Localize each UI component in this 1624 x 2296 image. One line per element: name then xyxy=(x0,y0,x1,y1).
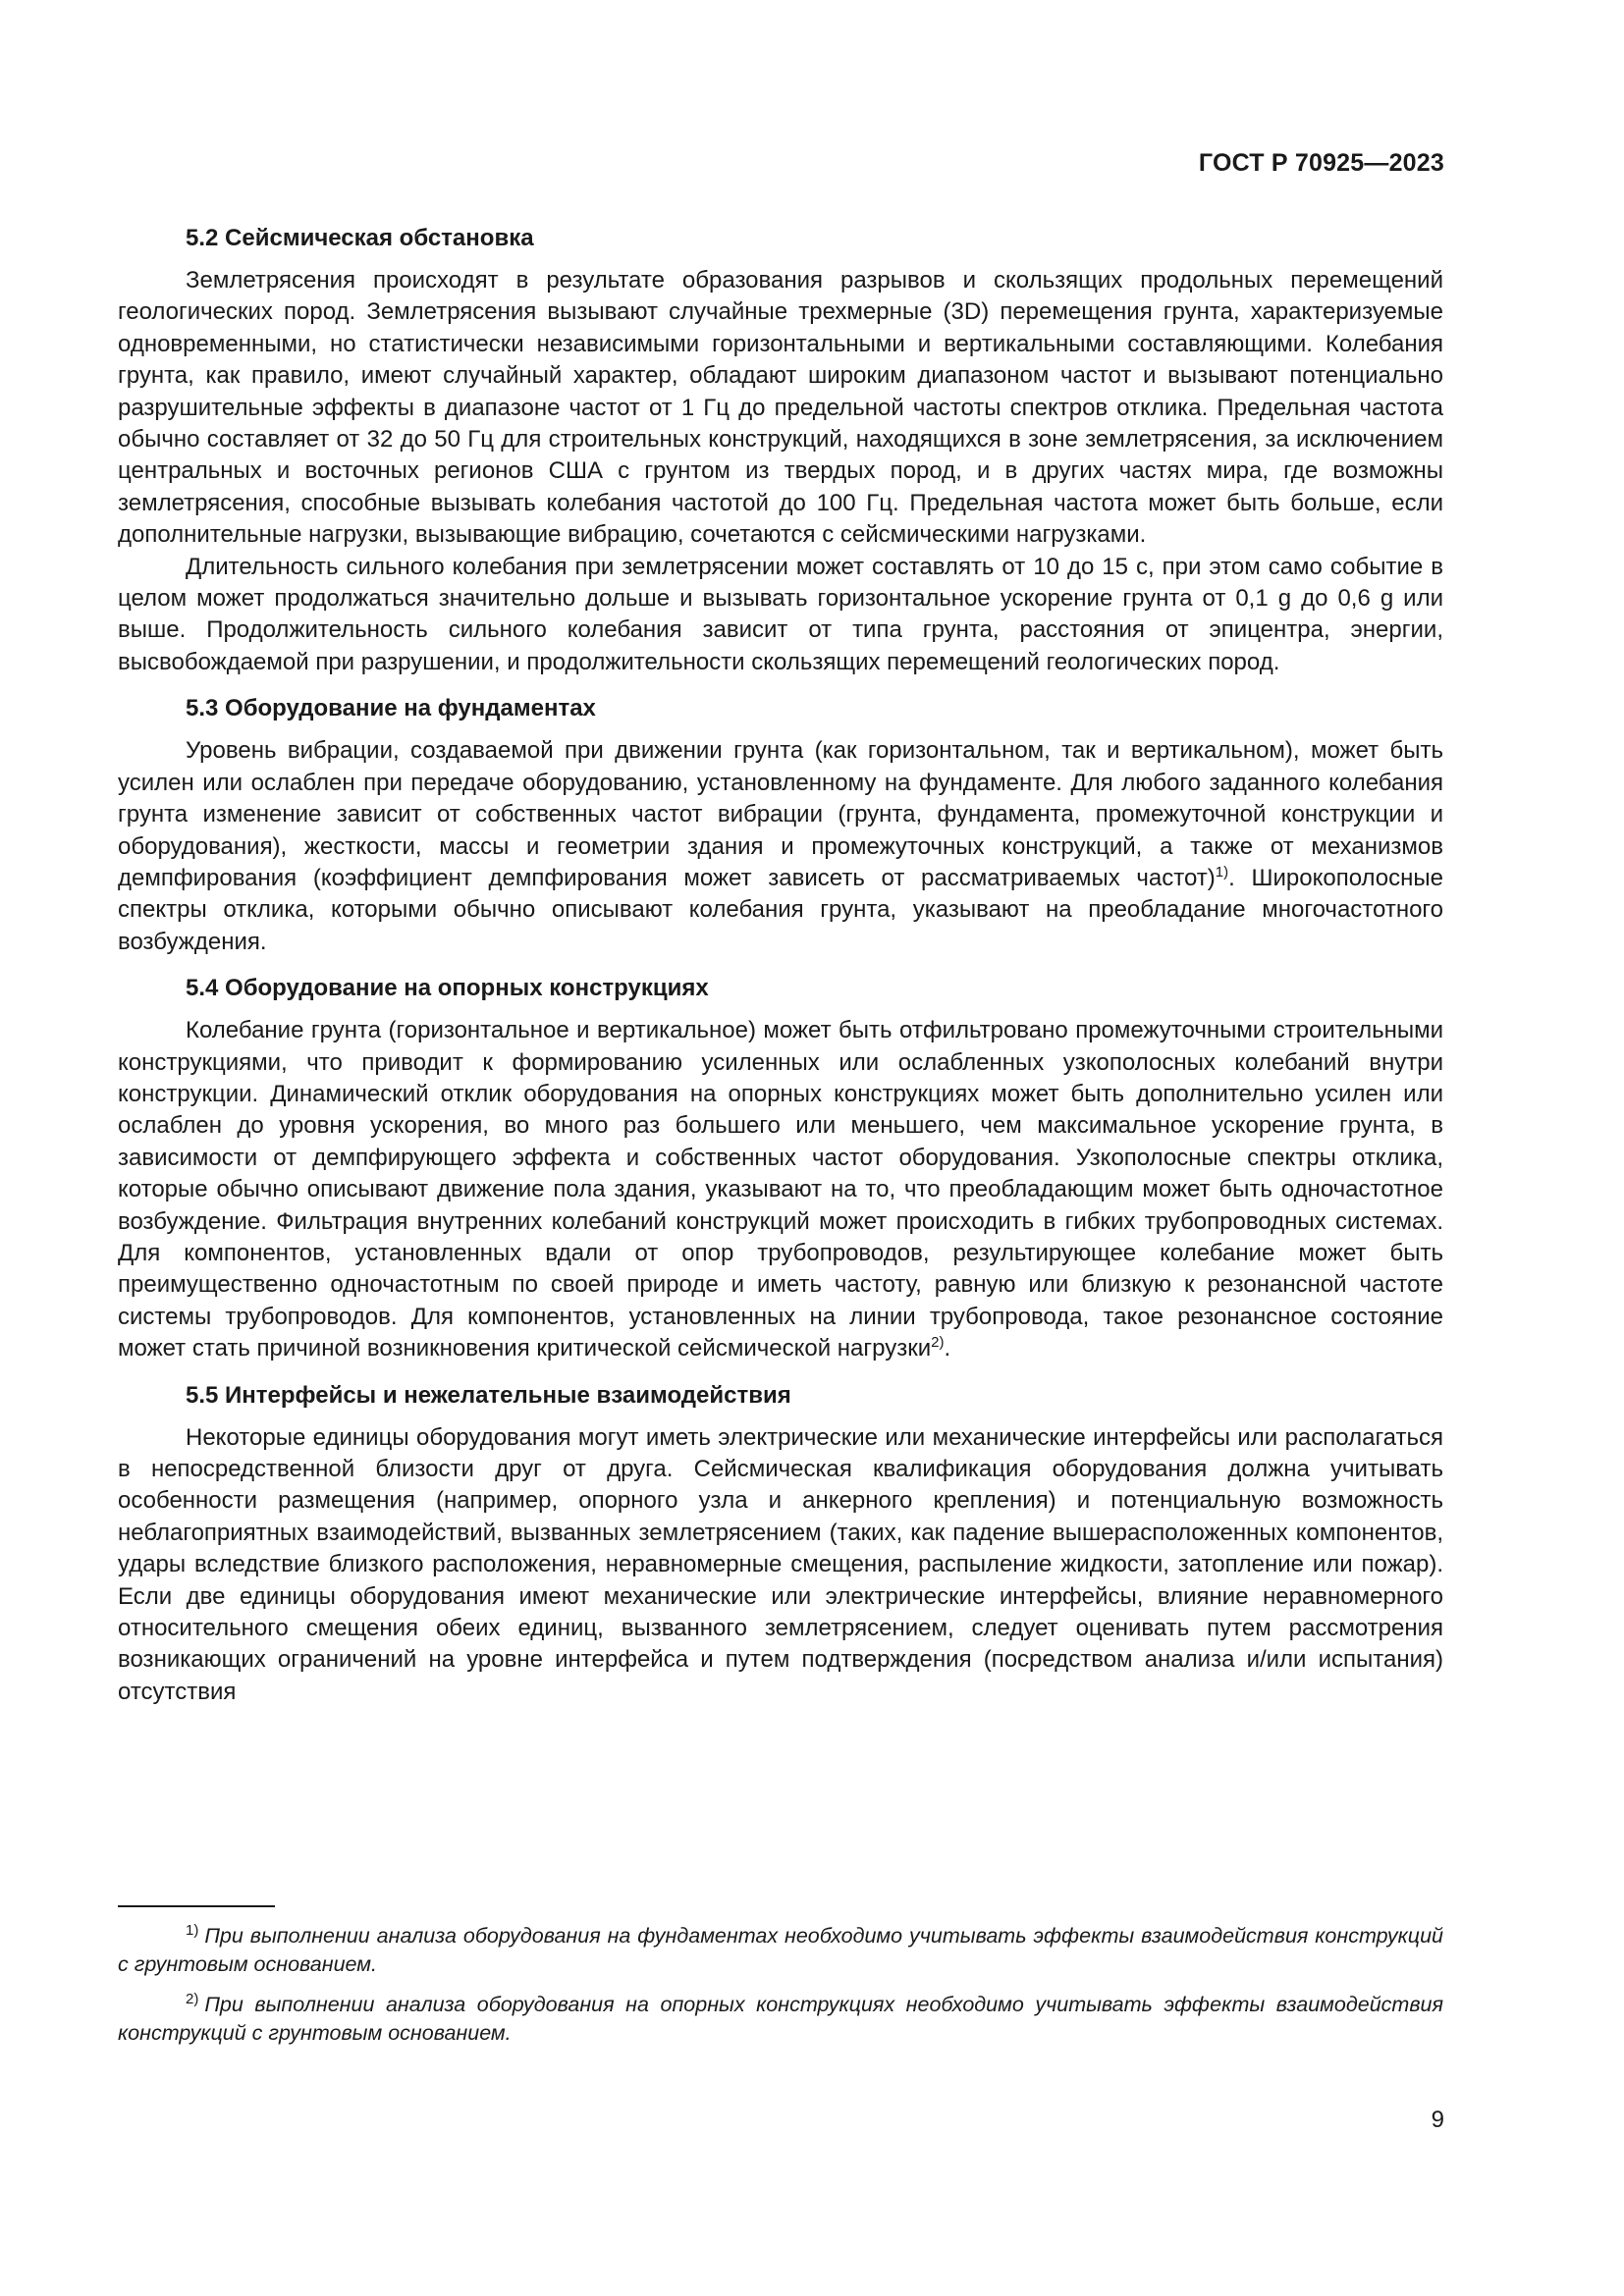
section-5-3 xyxy=(118,694,1443,958)
paragraph-text: Уровень вибрации, создаваемой при движении грунта (как горизонтальном, так и вертикальном), может быть усилен или ослаблен при передаче оборудованию, установленному на фундаменте. Для любого заданного колебания грунта изменение зависит от собственных частот вибрации (грунта, фундамента, промежуточной конструкции и оборудования), жесткости, массы и геометрии здания и промежуточных конструкций, а также от механизмов демпфирования (коэффициент демпфирования может зависеть от рассматриваемых частот) xyxy=(118,737,1443,891)
footnote-number: 1) xyxy=(186,1921,199,1939)
section-title: 5.4 Оборудование на опорных конструкциях xyxy=(186,975,709,1002)
section-5-5 xyxy=(118,1381,1443,1709)
footnote-ref-1[interactable]: 1) xyxy=(1215,863,1229,881)
section-title: 5.3 Оборудование на фундаментах xyxy=(186,695,596,722)
footnote-1 xyxy=(118,1922,1443,1979)
main-content xyxy=(118,224,1443,1724)
section-title: 5.5 Интерфейсы и нежелательные взаимодействия xyxy=(186,1381,791,1409)
section-5-2 xyxy=(118,224,1443,678)
paragraph-text: . xyxy=(944,1335,951,1362)
footnote-text: При выполнении анализа оборудования на фундаментах необходимо учитывать эффекты взаимодействия конструкций с грунтовым основанием. xyxy=(118,1924,1443,1976)
footnote-2 xyxy=(118,1991,1443,2048)
section-5-4 xyxy=(118,974,1443,1364)
paragraph: Длительность сильного колебания при землетрясении может составлять от 10 до 15 с, при этом само событие в целом может продолжаться значительно дольше и вызывать горизонтальное ускорение грунта от 0,1 g до 0,6 g или выше. Продолжительность сильного колебания зависит от типа грунта, расстояния от эпицентра, энергии, высвобождаемой при разрушении, и продолжительности скользящих перемещений геологических пород. xyxy=(118,553,1443,675)
paragraph xyxy=(118,1015,1443,1364)
footnote-text: При выполнении анализа оборудования на опорных конструкциях необходимо учитывать эффекты взаимодействия конструкций с грунтовым основанием. xyxy=(118,1993,1443,2045)
page-number: 9 xyxy=(1431,2107,1444,2133)
paragraph: Некоторые единицы оборудования могут иметь электрические или механические интерфейсы или располагаться в непосредственной близости друг от друга. Сейсмическая квалификация оборудования должна учитывать особенности размещения (например, опорного узла и анкерного крепления) и потенциальную возможность неблагоприятных взаимодействий, вызванных землетрясением (таких, как падение вышерасположенных компонентов, удары вследствие близкого расположения, неравномерные смещения, распыление жидкости, затопление или пожар). Если две единицы оборудования имеют механические или электрические интерфейсы, влияние неравномерного относительного смещения обеих единиц, вызванного землетрясением, следует оценивать путем рассмотрения возникающих ограничений на уровне интерфейса и путем подтверждения (посредством анализа и/или испытания) отсутствия xyxy=(118,1423,1443,1705)
paragraph: Землетрясения происходят в результате образования разрывов и скользящих продольных перемещений геологических пород. Землетрясения вызывают случайные трехмерные (3D) перемещения грунта, характеризуемые одновременными, но статистически независимыми горизонтальными и вертикальными составляющими. Колебания грунта, как правило, имеют случайный характер, обладают широким диапазоном частот и вызывают потенциально разрушительные эффекты в диапазоне частот от 1 Гц до предельной частоты спектров отклика. Предельная частота обычно составляет от 32 до 50 Гц для строительных конструкций, находящихся в зоне землетрясения, за исключением центральных и восточных регионов США с грунтом из твердых пород, и в других частях мира, где возможны землетрясения, способные вызывать колебания частотой до 100 Гц. Предельная частота может быть больше, если дополнительные нагрузки, вызывающие вибрацию, сочетаются с сейсмическими нагрузками. xyxy=(118,267,1443,549)
paragraph-text: Колебание грунта (горизонтальное и вертикальное) может быть отфильтровано промежуточными строительными конструкциями, что приводит к формированию усиленных или ослабленных узкополосных колебаний внутри конструкции. Динамический отклик оборудования на опорных конструкциях может быть дополнительно усилен или ослаблен до уровня ускорения, во много раз большего или меньшего, чем максимальное ускорение грунта, в зависимости от демпфирующего эффекта и собственных частот оборудования. Узкополосные спектры отклика, которые обычно описывают движение пола здания, указывают на то, что преобладающим может быть одночастотное возбуждение. Фильтрация внутренних колебаний конструкций может происходить в гибких трубопроводных системах. Для компонентов, установленных вдали от опор трубопроводов, результирующее колебание может быть преимущественно одночастотным по своей природе и иметь частоту, равную или близкую к резонансной частоте системы трубопроводов. Для компонентов, установленных на линии трубопровода, такое резонансное состояние может стать причиной возникновения критической сейсмической нагрузки xyxy=(118,1017,1443,1362)
document-code: ГОСТ Р 70925—2023 xyxy=(1198,149,1444,177)
footnotes xyxy=(118,1922,1443,2059)
footnote-ref-2[interactable]: 2) xyxy=(931,1334,945,1352)
section-title: 5.2 Сейсмическая обстановка xyxy=(186,225,534,251)
paragraph-text: . Широкополосные спектры отклика, которыми обычно описывают колебания грунта, указывают на преобладание многочастотного возбуждения. xyxy=(118,864,1443,955)
footnote-divider xyxy=(118,1905,275,1907)
paragraph xyxy=(118,735,1443,958)
footnote-number: 2) xyxy=(186,1990,199,2007)
